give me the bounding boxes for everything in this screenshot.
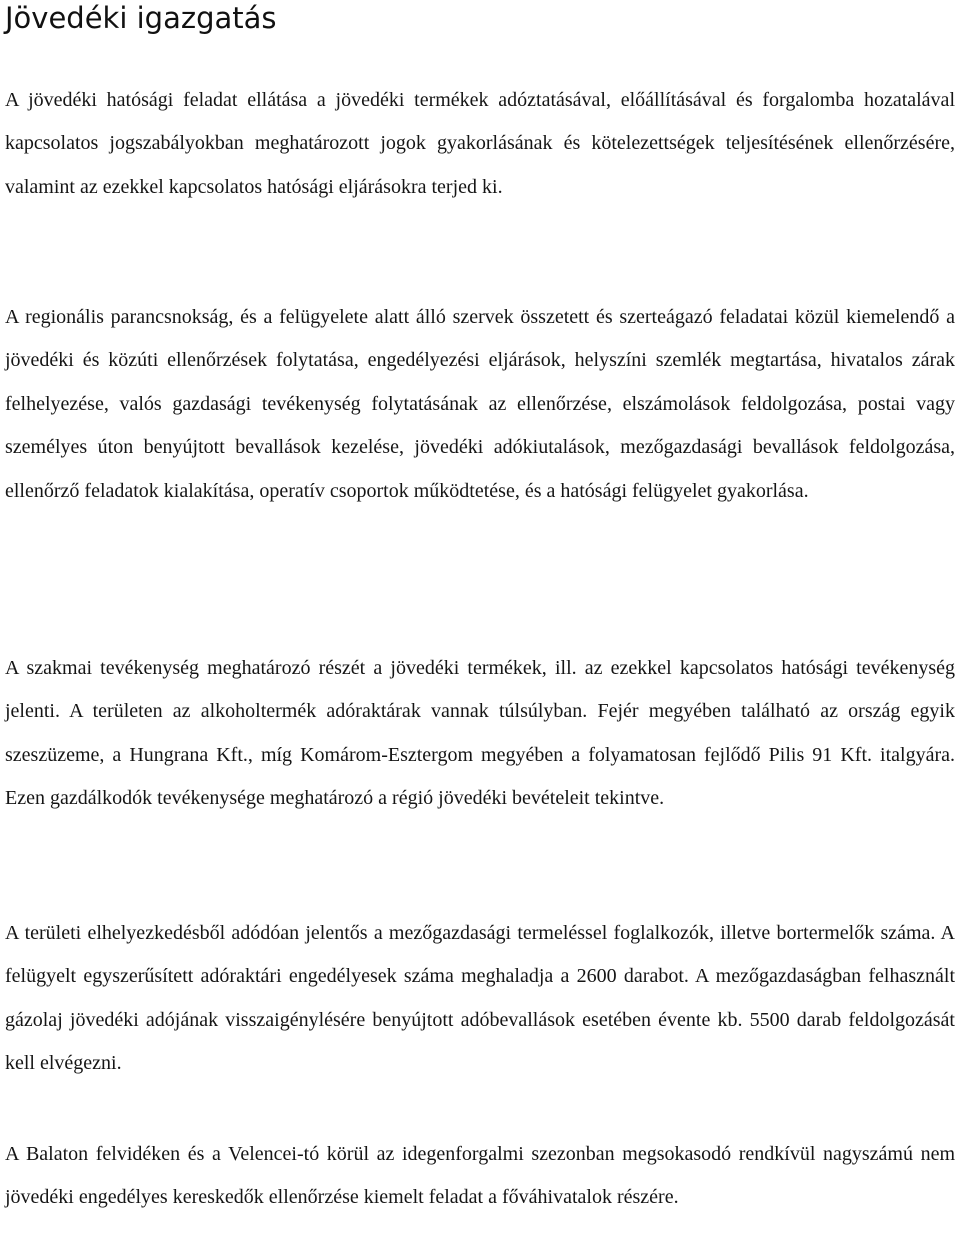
paragraph-4: A területi elhelyezkedésből adódóan jelentős a mezőgazdasági termeléssel foglalkozók, illetve bortermelők száma. A felügyelt egyszerűsített adóraktári engedélyesek száma meghaladja a 2600 darabot. A mezőgazdaságban felhasznált gázolaj jövedéki adójának visszaigénylésére benyújtott adóbevallások esetében évente kb. 5500 darab feldolgozását kell elvégezni. (5, 922, 955, 1075)
paragraph-1: A jövedéki hatósági feladat ellátása a jövedéki termékek adóztatásával, előállításával és forgalomba hozatalával kapcsolatos jogszabályokban meghatározott jogok gyakorlásának és kötelezettségek teljesítésének ellenőrzésére, valamint az ezekkel kapcsolatos hatósági eljárásokra terjed ki. (5, 89, 955, 198)
paragraph-5: A Balaton felvidéken és a Velencei-tó körül az idegenforgalmi szezonban megsokasodó rendkívül nagyszámú nem jövedéki engedélyes kereskedők ellenőrzése kiemelt feladat a főváhivatalok részére. (5, 1143, 955, 1209)
page-title: Jövedéki igazgatás (5, 1, 277, 35)
paragraph-3: A szakmai tevékenység meghatározó részét a jövedéki termékek, ill. az ezekkel kapcsolatos hatósági tevékenység jelenti. A területen az alkoholtermék adóraktárak vannak túlsúlyban. Fejér megyében található az ország egyik szeszüzeme, a Hungrana Kft., míg Komárom-Esztergom megyében a folyamatosan fejlődő Pilis 91 Kft. italgyára. Ezen gazdálkodók tevékenysége meghatározó a régió jövedéki bevételeit tekintve. (5, 657, 955, 810)
paragraph-2: A regionális parancsnokság, és a felügyelete alatt álló szervek összetett és szerteágazó feladatai közül kiemelendő a jövedéki és közúti ellenőrzések folytatása, engedélyezési eljárások, helyszíni szemlék megtartása, hivatalos zárak felhelyezése, valós gazdasági tevékenység folytatásának az ellenőrzése, elszámolások feldolgozása, postai vagy személyes úton benyújtott bevallások kezelése, jövedéki adókiutalások, mezőgazdasági bevallások feldolgozása, ellenőrző feladatok kialakítása, operatív csoportok működtetése, és a hatósági felügyelet gyakorlása. (5, 306, 955, 502)
